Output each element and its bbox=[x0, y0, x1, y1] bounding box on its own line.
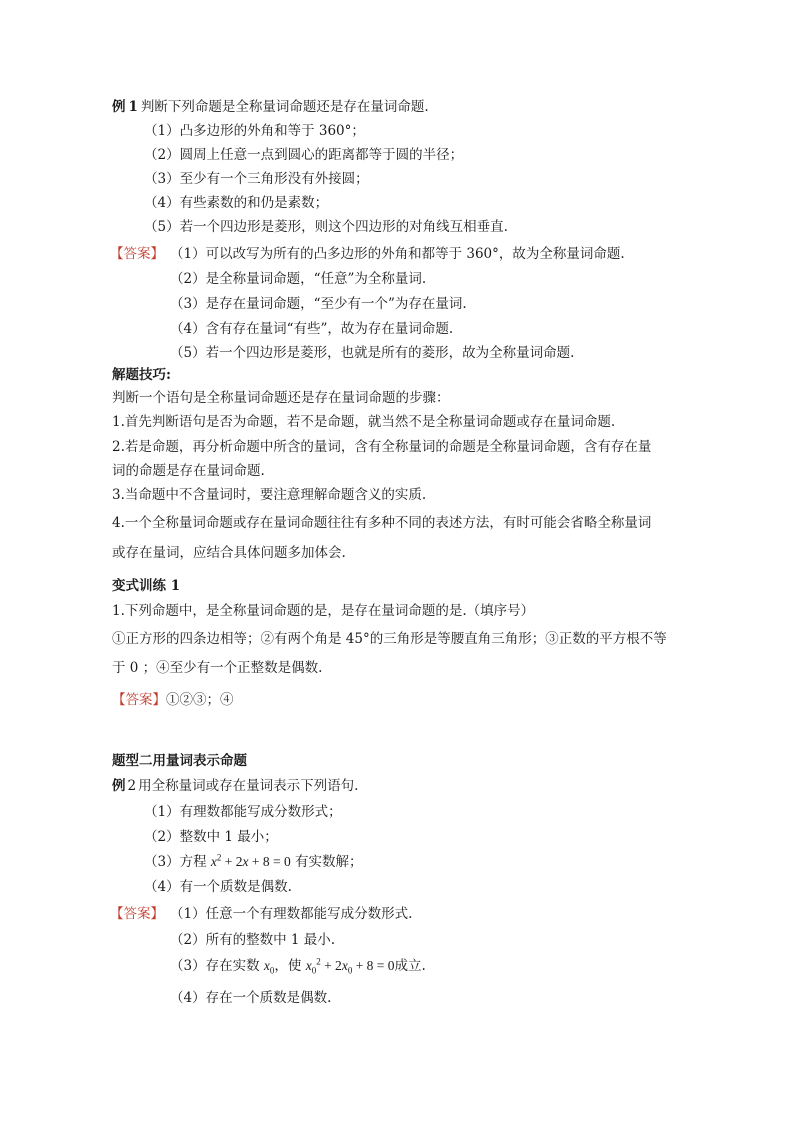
tips-line-1: 判断一个语句是全称量词命题还是存在量词命题的步骤： bbox=[112, 390, 450, 406]
equation-x2-plus-2x-plus-8: $x^2 + 2x + 8 = 0$ bbox=[210, 852, 291, 869]
example-1-question: 判断下列命题是全称量词命题还是存在量词命题. bbox=[140, 99, 429, 115]
ex2-item-3-prefix: （3）方程 bbox=[144, 854, 207, 870]
tips-line-4: 词的命题是存在量词命题. bbox=[112, 463, 265, 479]
ex1-answer-1: （1）可以改写为所有的凸多边形的外角和都等于 360°，故为全称量词命题. bbox=[170, 246, 625, 262]
ex1-answer-4: （4）含有存在量词“有些”，故为存在量词命题. bbox=[170, 321, 454, 337]
ex2-item-3-suffix: 有实数解； bbox=[295, 854, 363, 870]
ex2-item-1: （1）有理数都能写成分数形式； bbox=[144, 804, 342, 820]
variable-x0: $x_0$ bbox=[263, 958, 275, 976]
example-2-question: 用全称量词或存在量词表示下列语句. bbox=[138, 778, 359, 794]
ex2-answer-2: （2）所有的整数中 1 最小. bbox=[170, 932, 336, 948]
example-label: 例 bbox=[112, 778, 126, 794]
example-2-heading bbox=[112, 777, 358, 795]
ex1-answer-2: （2）是全称量词命题，“任意”为全称量词. bbox=[170, 271, 427, 287]
variant-1-answer bbox=[112, 691, 234, 709]
ex1-answer-tag: 【答案】 bbox=[110, 246, 164, 262]
example-number: 1 bbox=[128, 99, 138, 115]
variant-1-options-line-2: 于 0 ；④至少有一个正整数是偶数. bbox=[112, 660, 323, 676]
ex2-answer-tag: 【答案】 bbox=[110, 906, 164, 922]
ex2-answer-1: （1）任意一个有理数都能写成分数形式. bbox=[170, 906, 413, 922]
example-number: 2 bbox=[127, 778, 137, 794]
ex1-item-1: （1）凸多边形的外角和等于 360°； bbox=[144, 123, 365, 139]
tips-line-3: 2.若是命题，再分析命题中所含的量词，含有全称量词的命题是全称量词命题，含有存在量 bbox=[112, 439, 652, 455]
ex1-item-2: （2）圆周上任意一点到圆心的距离都等于圆的半径； bbox=[144, 147, 464, 163]
variant-1-title: 变式训练 1 bbox=[112, 578, 181, 594]
ex2-answer-3-prefix: （3）存在实数 bbox=[170, 958, 260, 974]
answer-tag: 【答案】 bbox=[112, 692, 166, 708]
variant-1-question: 1.下列命题中，是全称量词命题的是，是存在量词命题的是.（填序号） bbox=[112, 603, 535, 619]
tips-line-6: 4.一个全称量词命题或存在量词命题往往有多种不同的表述方法，有时可能会省略全称量词 bbox=[112, 515, 652, 531]
ex2-answer-3-middle: ，使 bbox=[274, 958, 302, 974]
ex2-answer-3 bbox=[170, 957, 426, 975]
ex1-item-5: （5）若一个四边形是菱形，则这个四边形的对角线互相垂直. bbox=[144, 219, 508, 235]
ex1-item-4: （4）有些素数的和仍是素数； bbox=[144, 195, 329, 211]
ex1-item-3: （3）至少有一个三角形没有外接圆； bbox=[144, 171, 369, 187]
tips-title: 解题技巧: bbox=[112, 367, 171, 383]
section-type-2-title: 题型二用量词表示命题 bbox=[112, 753, 247, 769]
answer-text: ①②③；④ bbox=[166, 692, 234, 708]
tips-line-5: 3.当命题中不含量词时，要注意理解命题含义的实质. bbox=[112, 487, 427, 503]
ex2-item-2: （2）整数中 1 最小； bbox=[144, 829, 278, 845]
variant-1-options-line-1: ①正方形的四条边相等；②有两个角是 45°的三角形是等腰直角三角形；③正数的平方根不等 bbox=[112, 631, 667, 647]
tips-line-2: 1.首先判断语句是否为命题，若不是命题，就当然不是全称量词命题或存在量词命题. bbox=[112, 414, 616, 430]
example-1-heading bbox=[112, 98, 429, 116]
ex2-item-4: （4）有一个质数是偶数. bbox=[144, 879, 292, 895]
ex2-answer-3-suffix: 成立. bbox=[394, 958, 426, 974]
ex1-answer-3: （3）是存在量词命题，“至少有一个”为存在量词. bbox=[170, 296, 467, 312]
ex2-answer-4: （4）存在一个质数是偶数. bbox=[170, 990, 332, 1006]
equation-x0-squared: $x_0^2 + 2x_0 + 8 = 0$ bbox=[305, 956, 395, 976]
ex2-item-3 bbox=[144, 853, 363, 871]
ex1-answer-5: （5）若一个四边形是菱形，也就是所有的菱形，故为全称量词命题. bbox=[170, 345, 575, 361]
tips-line-7: 或存在量词，应结合具体问题多加体会. bbox=[112, 545, 346, 561]
example-label: 例 bbox=[112, 99, 126, 115]
